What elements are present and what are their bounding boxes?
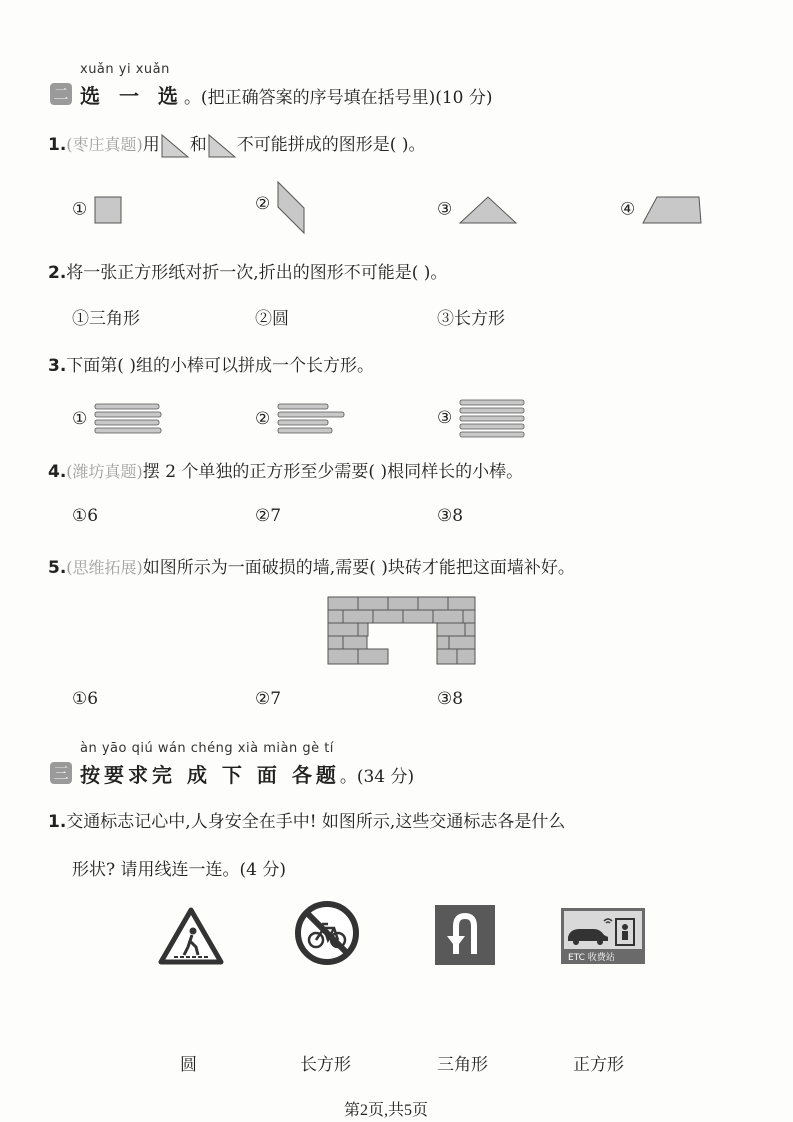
q1-tag: (枣庄真题)	[66, 135, 143, 154]
broken-wall-figure	[327, 596, 477, 666]
section2-pinyin: xuǎn yi xuǎn	[80, 62, 170, 77]
section3-pinyin: àn yāo qiú wán chéng xià miàn gè tí	[80, 741, 334, 756]
section2-title: 选 一 选	[80, 84, 184, 108]
q3-option-1[interactable]	[72, 402, 165, 436]
q2-stem	[48, 258, 447, 283]
triangle-shape-icon	[458, 195, 518, 225]
q1-option-4-label: ④	[620, 199, 636, 220]
q4-option-3[interactable]: ③8	[437, 506, 464, 526]
section3-heading	[80, 759, 414, 788]
q5-stem	[48, 553, 575, 578]
q1-post: 不可能拼成的图形是( )。	[236, 135, 426, 155]
q5-number: 5.	[48, 558, 67, 578]
q3-option-2[interactable]	[255, 402, 348, 436]
square-shape-icon	[93, 195, 123, 225]
u-turn-sign-icon	[434, 904, 496, 966]
q1-pre: 用	[142, 135, 160, 155]
q5-option-1[interactable]: ①6	[72, 689, 99, 709]
q1-stem	[48, 130, 425, 159]
q1-option-2[interactable]	[255, 180, 306, 235]
page-footer: 第2页,共5页	[344, 1102, 429, 1119]
s3q1-text1: 交通标志记心中,人身安全在手中! 如图所示,这些交通标志各是什么	[66, 812, 566, 832]
sticks-group-icon	[93, 402, 165, 436]
q5-tag: (思维拓展)	[66, 558, 143, 577]
sticks-group-icon	[276, 402, 348, 436]
shape-label-circle[interactable]: 圆	[180, 1055, 197, 1075]
q1-option-2-label: ②	[255, 194, 271, 214]
section2-note: 。(把正确答案的序号填在括号里)(10 分)	[183, 88, 493, 108]
q3-text: 下面第( )组的小棒可以拼成一个长方形。	[66, 356, 374, 376]
section3-note: 。(34 分)	[339, 767, 415, 787]
q1-option-3[interactable]	[437, 195, 518, 225]
shape-label-square[interactable]: 正方形	[573, 1055, 624, 1075]
section3-badge: 三	[50, 762, 72, 784]
q4-option-2[interactable]: ②7	[255, 506, 282, 526]
section2-heading	[80, 80, 493, 109]
q5-option-3[interactable]: ③8	[437, 689, 464, 709]
sticks-group-icon	[458, 398, 530, 438]
q2-option-3[interactable]: ③长方形	[437, 309, 505, 329]
q4-text: 摆 2 个单独的正方形至少需要( )根同样长的小棒。	[142, 462, 524, 482]
q2-text: 将一张正方形纸对折一次,折出的图形不可能是( )。	[66, 263, 448, 283]
q1-option-4[interactable]	[620, 195, 703, 225]
q3-option-3-label: ③	[437, 408, 453, 428]
triangle-piece-icon	[207, 133, 237, 159]
s3q1-line1	[48, 807, 565, 832]
shape-label-rectangle[interactable]: 长方形	[300, 1055, 351, 1075]
q5-option-2[interactable]: ②7	[255, 689, 282, 709]
q3-stem	[48, 351, 374, 376]
triangle-piece-icon	[160, 133, 190, 159]
q4-tag: (潍坊真题)	[66, 462, 143, 481]
q3-option-2-label: ②	[255, 409, 271, 429]
section3-title: 按要求完 成 下 面 各题	[80, 763, 340, 787]
etc-label: ETC 收费站	[568, 953, 615, 963]
no-bicycles-sign-icon	[294, 900, 360, 966]
q4-option-1[interactable]: ①6	[72, 506, 99, 526]
etc-toll-station-sign-icon	[560, 907, 646, 965]
section2-badge: 二	[50, 83, 72, 105]
q1-option-1-label: ①	[72, 199, 88, 220]
pedestrian-crossing-sign-icon	[158, 907, 224, 965]
q4-stem	[48, 457, 523, 482]
q1-option-1[interactable]	[72, 195, 123, 225]
s3q1-line2: 形状? 请用线连一连。(4 分)	[72, 860, 287, 880]
q2-number: 2.	[48, 263, 67, 283]
shape-label-triangle[interactable]: 三角形	[437, 1055, 488, 1075]
q1-mid: 和	[189, 135, 207, 155]
q4-number: 4.	[48, 462, 67, 482]
q3-option-1-label: ①	[72, 409, 88, 429]
q1-number: 1.	[48, 135, 67, 155]
q5-text: 如图所示为一面破损的墙,需要( )块砖才能把这面墙补好。	[142, 558, 575, 578]
q1-option-3-label: ③	[437, 199, 453, 220]
q2-option-1[interactable]: ①三角形	[72, 309, 140, 329]
q2-option-2[interactable]: ②圆	[255, 309, 289, 329]
s3q1-number: 1.	[48, 812, 67, 832]
parallelogram-shape-icon	[276, 180, 306, 235]
trapezoid-shape-icon	[641, 195, 703, 225]
q3-option-3[interactable]	[437, 398, 530, 438]
q3-number: 3.	[48, 356, 67, 376]
